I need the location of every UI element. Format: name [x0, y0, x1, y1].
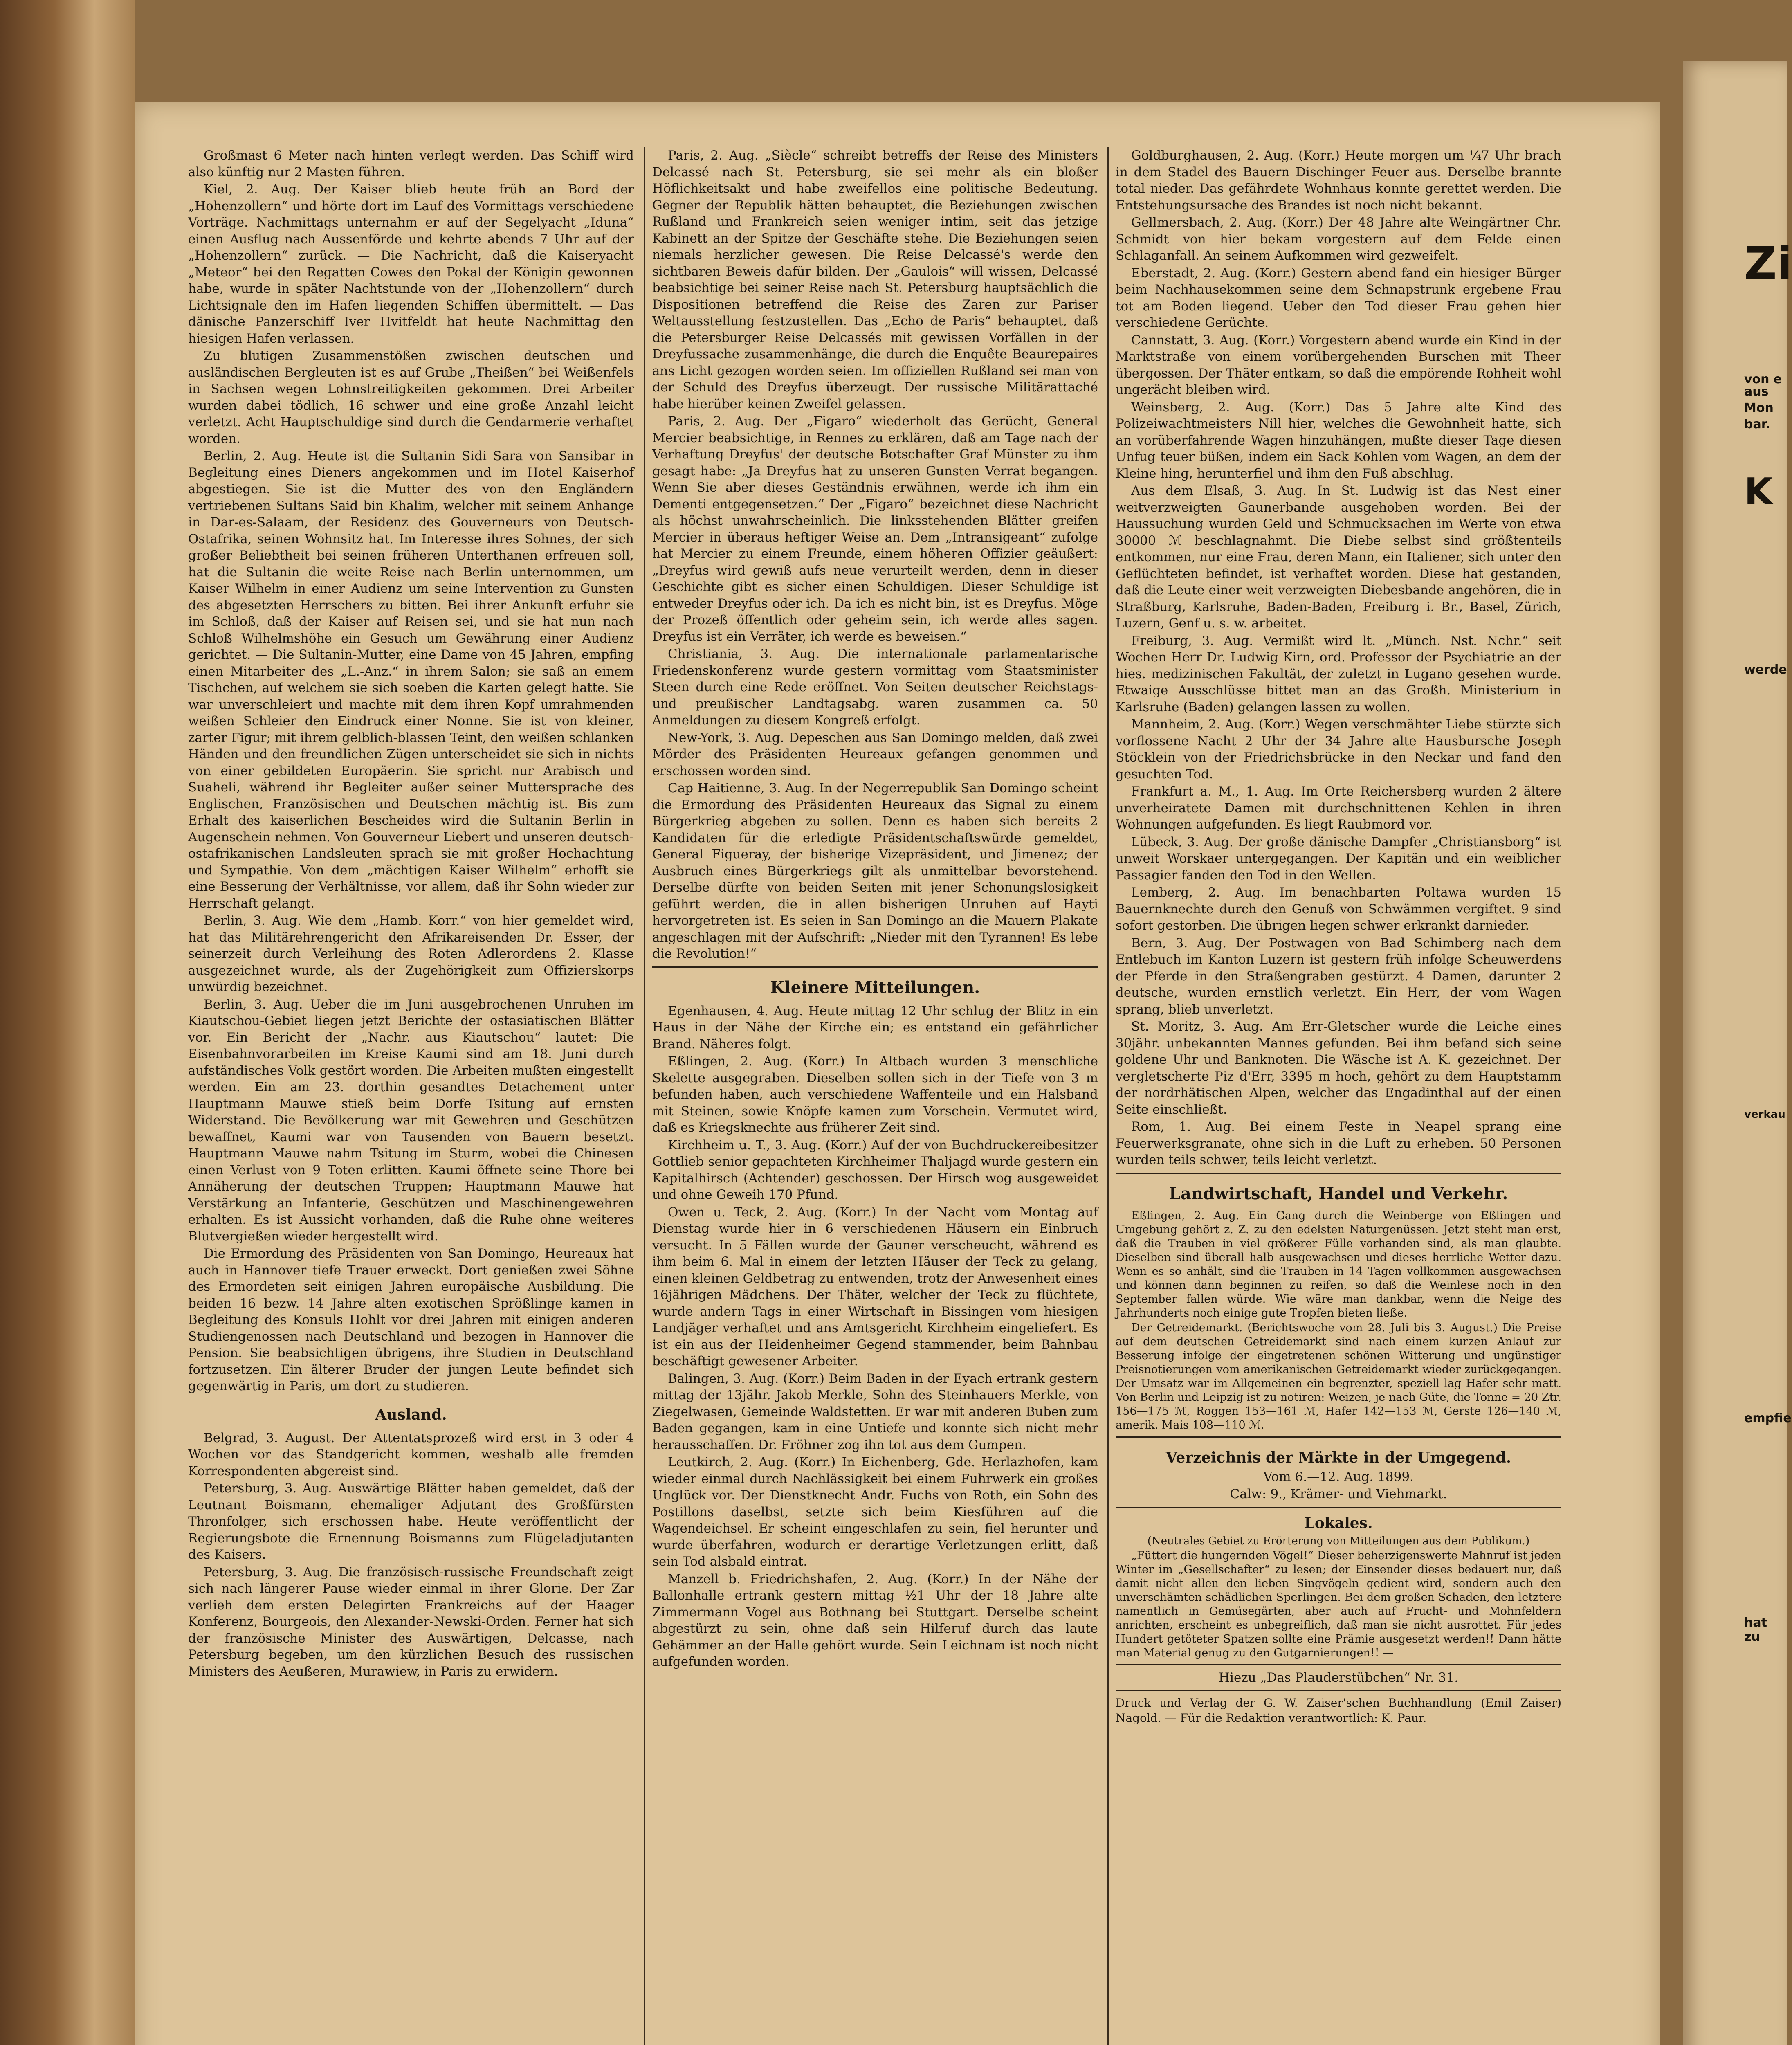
- column-1: [188, 147, 634, 2045]
- maerkte-heading: Verzeichnis der Märkte in der Umgegend.: [1165, 1449, 1511, 1466]
- lokales-subtitle: (Neutrales Gebiet zu Erörterung von Mitteilungen aus dem Publikum.): [1147, 1535, 1530, 1547]
- landwirtschaft-heading: Landwirtschaft, Handel und Verkehr.: [1169, 1184, 1508, 1203]
- section-rule: [1116, 1664, 1561, 1665]
- article-paragraph: Goldburghausen, 2. Aug. (Korr.) Heute morgen um ¼7 Uhr brach in dem Stadel des Bauern Dischinger Feuer aus. Derselbe brannte total nieder. Das gefährdete Wohnhaus konnte gerettet werden. Die Entstehungsursache des Brandes ist noch nicht bekannt.: [1116, 148, 1561, 213]
- next-page-fragment: Zi: [1744, 237, 1792, 290]
- article-paragraph: Kiel, 2. Aug. Der Kaiser blieb heute früh an Bord der „Hohenzollern“ und hörte dort im Lauf des Vormittags verschiedene Vorträge. Nachmittags unternahm er auf der Segelyacht „Iduna“ einen Ausflug nach Aussenförde und kehrte abends 7 Uhr auf der „Hohenzollern“ zurück. — Die Nachricht, daß die Kaiseryacht „Meteor“ bei den Regatten Cowes den Pokal der Königin gewonnen habe, wurde in später Nachtstunde von der „Hohenzollern“ durch Lichtsignale den im Hafen liegenden Schiffen übermittelt. — Das dänische Panzerschiff Iver Hvitfeldt hat heute Nachmittag den hiesigen Hafen verlassen.: [188, 182, 634, 346]
- section-rule: [1116, 1436, 1561, 1438]
- article-paragraph: Zu blutigen Zusammenstößen zwischen deutschen und ausländischen Bergleuten ist es auf Grube „Theißen“ bei Weißenfels in Sachsen wegen Lohnstreitigkeiten gekommen. Drei Arbeiter wurden dabei tödlich, 16 schwer und eine große Anzahl leicht verletzt. Acht Hauptschuldige sind durch die Gendarmerie verhaftet worden.: [188, 348, 634, 446]
- article-paragraph: Aus dem Elsaß, 3. Aug. In St. Ludwig ist das Nest einer weitverzweigten Gaunerbande ausgehoben worden. Bei der Haussuchung wurden Geld und Schmucksachen im Werte von etwa 30000 ℳ beschlagnahmt. Die Diebe selbst sind größtenteils entkommen, nur eine Frau, deren Mann, ein Italiener, sich unter den Geflüchteten befindet, ist verhaftet worden. Diese hat gestanden, daß die Leute einer weit verzweigten Diebesbande angehören, die in Straßburg, Karlsruhe, Baden-Baden, Freiburg i. Br., Basel, Zürich, Luzern, Genf u. s. w. arbeitet.: [1116, 483, 1561, 631]
- next-page-fragment: empfie: [1744, 1411, 1792, 1425]
- article-paragraph: Bern, 3. Aug. Der Postwagen von Bad Schimberg nach dem Entlebuch im Kanton Luzern ist gestern früh infolge Scheuwerdens der Pferde in den Straßengraben gestürzt. 4 Damen, darunter 2 deutsche, wurden ernstlich verletzt. Ein Herr, der vom Wagen sprang, blieb unverletzt.: [1116, 935, 1561, 1017]
- section-rule: [1116, 1690, 1561, 1691]
- section-rule: [1116, 1507, 1561, 1508]
- article-paragraph: Großmast 6 Meter nach hinten verlegt werden. Das Schiff wird also künftig nur 2 Masten führen.: [188, 148, 634, 180]
- article-paragraph: Eberstadt, 2. Aug. (Korr.) Gestern abend fand ein hiesiger Bürger beim Nachhausekommen seine dem Schnapstrunk ergebene Frau tot am Boden liegend. Ueber den Tod dieser Frau gehen hier verschiedene Gerüchte.: [1116, 265, 1561, 330]
- article-paragraph: Die Ermordung des Präsidenten von San Domingo, Heureaux hat auch in Hannover tiefe Trauer erweckt. Dort genießen zwei Söhne des Ermordeten seit einigen Jahren europäische Ausbildung. Die beiden 16 bezw. 14 Jahre alten exotischen Sprößlinge kamen in Begleitung des Konsuls Hohlt vor drei Jahren mit einigen anderen Studiengenossen nach Deutschland und bezogen in Hannover die Pension. Sie beabsichtigen übrigens, ihre Studien in Deutschland fortzusetzen. Ein älterer Bruder der jungen Leute befindet sich gegenwärtig in Paris, um dort zu studieren.: [188, 1246, 634, 1393]
- article-paragraph: New-York, 3. Aug. Depeschen aus San Domingo melden, daß zwei Mörder des Präsidenten Heureaux gefangen genommen und erschossen worden sind.: [652, 730, 1098, 778]
- article-paragraph: Paris, 2. Aug. „Siècle“ schreibt betreffs der Reise des Ministers Delcassé nach St. Petersburg, sie sei mehr als ein bloßer Höflichkeitsakt und habe zweifellos eine politische Bedeutung. Gegner der Republik hätten behauptet, die Beziehungen zwischen Rußland und Frankreich seien weniger intim, seit das jetzige Kabinett an der Spitze der Geschäfte stehe. Die Beziehungen seien niemals herzlicher gewesen. Die Reise Delcassé's werde den sichtbaren Beweis dafür bilden. Der „Gaulois“ will wissen, Delcassé beabsichtige bei seiner Reise nach St. Petersburg hauptsächlich die Dispositionen betreffend die Reise des Zaren zur Pariser Weltausstellung festzustellen. Das „Echo de Paris“ behauptet, daß die Petersburger Reise Delcassés mit gewissen Vorfällen in der Dreyfussache zusammenhänge, die durch die Enquête Beaurepaires ans Licht gezogen worden seien. Im offiziellen Rußland sei man von der Schuld des Dreyfus überzeugt. Der russische Militärattaché habe hierüber keinen Zweifel gelassen.: [652, 148, 1098, 411]
- column-2: [652, 147, 1098, 2045]
- article-paragraph: Berlin, 3. Aug. Wie dem „Hamb. Korr.“ von hier gemeldet wird, hat das Militärehrengericht den Afrikareisenden Dr. Esser, der seinerzeit durch Verleihung des Roten Adlerordens 2. Klasse ausgezeichnet wurde, als der Zugehörigkeit zum Offizierskorps unwürdig bezeichnet.: [188, 913, 634, 994]
- column-3: [1116, 147, 1561, 2045]
- article-paragraph: Leutkirch, 2. Aug. (Korr.) In Eichenberg, Gde. Herlazhofen, kam wieder einmal durch Nachlässigkeit bei einem Fuhrwerk ein großes Unglück vor. Der Dienstknecht Andr. Fuchs von Roth, ein Sohn des Postillons daselbst, setzte sich beim Kiesführen auf die Wagendeichsel. Er scheint eingeschlafen zu sein, fiel herunter und wurde überfahren, wodurch er derartige Verletzungen erlitt, daß sein Tod alsbald eintrat.: [652, 1455, 1098, 1569]
- article-paragraph: Kirchheim u. T., 3. Aug. (Korr.) Auf der von Buchdruckereibesitzer Gottlieb senior gepachteten Kirchheimer Thaljagd wurde gestern ein Kapitalhirsch (Achtender) geschossen. Der Hirsch wog ausgeweidet und ohne Geweih 170 Pfund.: [652, 1137, 1098, 1202]
- next-page-edge: [1683, 61, 1792, 2045]
- article-paragraph: Lübeck, 3. Aug. Der große dänische Dampfer „Christiansborg“ ist unweit Worskaer untergegangen. Der Kapitän und ein weiblicher Passagier fanden den Tod in den Wellen.: [1116, 834, 1561, 883]
- maerkte-calw: Calw: 9., Krämer- und Viehmarkt.: [1230, 1487, 1447, 1501]
- article-paragraph: Petersburg, 3. Aug. Auswärtige Blätter haben gemeldet, daß der Leutnant Boismann, ehemaliger Adjutant des Großfürsten Thronfolger, sich erschossen habe. Heute veröffentlicht der Regierungsbote die Ernennung Boismanns zum Flügeladjutanten des Kaisers.: [188, 1481, 634, 1562]
- maerkte-dates: Vom 6.—12. Aug. 1899.: [1263, 1469, 1414, 1484]
- article-paragraph: Berlin, 3. Aug. Ueber die im Juni ausgebrochenen Unruhen im Kiautschou-Gebiet liegen jetzt Berichte der ostasiatischen Blätter vor. Ein Bericht der „Nachr. aus Kiautschou“ lautet: Die Eisenbahnvorarbeiten im Kreise Kaumi sind am 18. Juni durch aufständisches Volk gestört worden. Die Arbeiten mußten eingestellt werden. Ein am 23. dorthin gesandtes Detachement unter Hauptmann Mauwe stieß beim Dorfe Tsitung auf ernsten Widerstand. Die Bevölkerung war mit Gewehren und Geschützen bewaffnet, Kaumi war von Tausenden von Bauern besetzt. Hauptmann Mauwe nahm Tsitung im Sturm, wobei die Chinesen einen Verlust von 9 Toten erlitten. Kaumi öffnete seine Thore bei Annäherung der deutschen Truppen; Hauptmann Mauwe hat Verstärkung an Infanterie, Geschützen und Maschinengewehren erhalten. Es ist Aussicht vorhanden, daß die Ruhe ohne weiteres Blutvergießen wieder hergestellt wird.: [188, 997, 634, 1244]
- next-page-fragment: von e: [1744, 372, 1782, 387]
- book-binding: [0, 0, 135, 2045]
- article-paragraph: Eßlingen, 2. Aug. Ein Gang durch die Weinberge von Eßlingen und Umgebung gehört z. Z. zu den edelsten Naturgenüssen. Jetzt steht man erst, daß die Trauben in viel größerer Fülle vorhanden sind, als man glaubte. Dieselben sind überall halb ausgewachsen und dieses herrliche Wetter dazu. Wenn es so anhält, sind die Trauben in 14 Tagen vollkommen ausgewachsen und können dann beginnen zu reifen, so daß die Weinlese noch in den September fallen würde. Wie wäre man dankbar, wenn die Neige des Jahrhunderts noch einige gute Tropfen bieten ließe.: [1116, 1209, 1561, 1319]
- column-2-articles: [652, 147, 1098, 962]
- article-paragraph: Owen u. Teck, 2. Aug. (Korr.) In der Nacht vom Montag auf Dienstag wurde hier in 6 verschiedenen Häusern ein Einbruch versucht. In 5 Fällen wurde der Gauner verscheucht, während es ihm beim 6. Mal in einem der letzten Häuser der Teck zu gelang, einen kleinen Geldbetrag zu entwenden, trotz der Anwesenheit eines 16jährigen Mädchens. Der Thäter, welcher der Teck zu flüchtete, wurde andern Tags in einer Wirtschaft in Bissingen vom hiesigen Landjäger verhaftet und ans Amtsgericht Kirchheim eingeliefert. Es ist ein aus der Heidenheimer Gegend stammender, beim Bahnbau beschäftigt gewesener Arbeiter.: [652, 1205, 1098, 1369]
- lokales-heading: Lokales.: [1304, 1514, 1373, 1532]
- ausland-heading: Ausland.: [375, 1406, 447, 1423]
- article-paragraph: Egenhausen, 4. Aug. Heute mittag 12 Uhr schlug der Blitz in ein Haus in der Nähe der Kirche ein; es entstand ein gefährlicher Brand. Näheres folgt.: [652, 1003, 1098, 1052]
- section-rule: [1116, 1173, 1561, 1174]
- next-page-fragment: hat zu: [1744, 1616, 1767, 1644]
- article-paragraph: Belgrad, 3. August. Der Attentatsprozeß wird erst in 3 oder 4 Wochen vor das Standgericht kommen, weshalb alle fremden Korrespondenten abgereist sind.: [188, 1430, 634, 1479]
- lokales-text: „Füttert die hungernden Vögel!“ Dieser beherzigenswerte Mahnruf ist jeden Winter im „Gesellschafter“ zu lesen; der Einsender dieses bedauert nur, daß damit nicht allen den lieben Singvögeln gedient wird, sondern auch den unverschämten schädlichen Sperlingen. Bei dem großen Schaden, den letztere namentlich in Gemüsegärten, aber auch auf Frucht- und Mohnfeldern anrichten, erscheint es unbegreiflich, daß man sie nicht ausrottet. Für jedes Hundert getöteter Spatzen sollte eine Prämie ausgesetzt werden!! Dann hätte man Material genug zu den Gutgarnierungen!! —: [1116, 1549, 1561, 1659]
- column-3-articles: [1116, 147, 1561, 1169]
- article-paragraph: Eßlingen, 2. Aug. (Korr.) In Altbach wurden 3 menschliche Skelette ausgegraben. Dieselben sollen sich in der Tiefe von 3 m befunden haben, auch verschiedene Waffenteile und ein Halsband mit Steinen, sowie Knöpfe kamen zum Vorschein. Vermutet wird, daß es Kriegsknechte aus früherer Zeit sind.: [652, 1054, 1098, 1135]
- article-paragraph: Gellmersbach, 2. Aug. (Korr.) Der 48 Jahre alte Weingärtner Chr. Schmidt von hier bekam vorgestern auf dem Felde einen Schlaganfall. An seinem Aufkommen wird gezweifelt.: [1116, 215, 1561, 263]
- next-page-fragment: Mon: [1744, 401, 1774, 415]
- article-paragraph: St. Moritz, 3. Aug. Am Err-Gletscher wurde die Leiche eines 30jähr. unbekannten Mannes gefunden. Bei ihm befand sich seine goldene Uhr und Banknoten. Die Wäsche ist A. K. gezeichnet. Der vergletscherte Piz d'Err, 3395 m hoch, gehört zu dem Hauptstamm der nordrhätischen Alpen, welcher das Engadinthal auf der einen Seite einschließt.: [1116, 1019, 1561, 1117]
- article-paragraph: Paris, 2. Aug. Der „Figaro“ wiederholt das Gerücht, General Mercier beabsichtige, in Rennes zu erklären, daß am Tage nach der Verhaftung Dreyfus' der deutsche Botschafter Graf Münster zu ihm gesagt habe: „Ja Dreyfus hat zu unseren Gunsten Verrat begangen. Wenn Sie aber dieses Geständnis erwähnen, werde ich ihm ein Dementi entgegensetzen.“ Der „Figaro“ bezeichnet diese Nachricht als höchst unwahrscheinlich. Die linksstehenden Blätter greifen Mercier in überaus heftiger Weise an. Dem „Intransigeant“ zufolge hat Mercier zu einem Freunde, einem höheren Offizier geäußert: „Dreyfus wird gewiß aufs neue verurteilt werden, denn in dieser Geschichte gibt es sicher einen Schuldigen. Dieser Schuldige ist entweder Dreyfus oder ich. Da ich es nicht bin, ist es Dreyfus. Möge der Prozeß öffentlich oder geheim sein, ich werde alles sagen. Dreyfus ist ein Verräter, ich werde es beweisen.“: [652, 414, 1098, 644]
- landwirtschaft-articles: [1116, 1209, 1561, 1432]
- article-paragraph: Balingen, 3. Aug. (Korr.) Beim Baden in der Eyach ertrank gestern mittag der 13jähr. Jakob Merkle, Sohn des Steinhauers Merkle, von Ziegelwasen, Gemeinde Waldstetten. Er war mit anderen Buben zum Baden gegangen, kam in eine Untiefe und konnte sich nicht mehr herausschaffen. Dr. Fröhner zog ihn tot aus dem Gumpen.: [652, 1371, 1098, 1452]
- section-rule: [652, 966, 1098, 968]
- ausland-articles: [188, 1430, 634, 1680]
- newspaper-page: [135, 102, 1660, 2045]
- column-divider-1: [644, 147, 645, 2045]
- next-page-fragment: bar.: [1744, 417, 1770, 431]
- article-paragraph: Christiania, 3. Aug. Die internationale parlamentarische Friedenskonferenz wurde gestern vormittag vom Staatsminister Steen durch eine Rede eröffnet. Von Seiten deutscher Reichstags- und preußischer Landtagsabg. waren zusammen ca. 50 Anmeldungen zu diesem Kongreß erfolgt.: [652, 647, 1098, 728]
- column-divider-2: [1107, 147, 1109, 2045]
- article-paragraph: Rom, 1. Aug. Bei einem Feste in Neapel sprang eine Feuerwerksgranate, ohne sich in die Luft zu erheben. 50 Personen wurden teils schwer, teils leicht verletzt.: [1116, 1119, 1561, 1167]
- article-paragraph: Mannheim, 2. Aug. (Korr.) Wegen verschmähter Liebe stürzte sich vorflossene Nacht 2 Uhr der 34 Jahre alte Hausbursche Joseph Stöcklein von der Friedrichsbrücke in den Neckar und fand den gesuchten Tod.: [1116, 717, 1561, 782]
- next-page-fragment: verkau: [1744, 1108, 1785, 1121]
- article-paragraph: Cap Haitienne, 3. Aug. In der Negerrepublik San Domingo scheint die Ermordung des Präsidenten Heureaux das Signal zu einem Bürgerkrieg abgeben zu sollen. Denn es haben sich bereits 2 Kandidaten für die erledigte Präsidentschaftswürde gemeldet, General Figueray, der bisherige Vizepräsident, und Jimenez; der Ausbruch eines Bürgerkriegs gilt als unmittelbar bevorstehend. Derselbe dürfte von beiden Seiten mit jener Schonungslosigkeit geführt werden, die in allen bisherigen Unruhen auf Hayti hervorgetreten ist. Es seien in San Domingo an die Mauern Plakate angeschlagen mit der Aufschrift: „Nieder mit den Tyrannen! Es lebe die Revolution!“: [652, 781, 1098, 961]
- next-page-fragment: K: [1744, 470, 1773, 513]
- kleinere-mitteilungen-articles: [652, 1003, 1098, 1670]
- article-paragraph: Manzell b. Friedrichshafen, 2. Aug. (Korr.) In der Nähe der Ballonhalle ertrank gestern mittag ½1 Uhr der 18 Jahre alte Zimmermann Vogel aus Bothnang bei Stuttgart. Derselbe scheint abgestürzt zu sein, ohne daß sein Hilferuf durch das laute Gehämmer an der Halle gehört wurde. Sein Leichnam ist noch nicht aufgefunden worden.: [652, 1571, 1098, 1669]
- article-paragraph: Cannstatt, 3. Aug. (Korr.) Vorgestern abend wurde ein Kind in der Marktstraße von einem vorübergehenden Burschen mit Theer übergossen. Der Thäter entkam, so daß die empörende Rohheit wohl ungerächt bleiben wird.: [1116, 333, 1561, 397]
- article-paragraph: Petersburg, 3. Aug. Die französisch-russische Freundschaft zeigt sich nach längerer Pause wieder einmal in ihrer Glorie. Der Zar verlieh dem ersten Delegirten Frankreichs auf der Haager Konferenz, Bourgeois, den Alexander-Newski-Orden. Ferner hat sich der französische Minister des Auswärtigen, Delcasse, nach Petersburg begeben, um den kürzlichen Besuch des russischen Ministers des Aeußeren, Murawiew, in Paris zu erwidern.: [188, 1564, 634, 1679]
- article-paragraph: Lemberg, 2. Aug. Im benachbarten Poltawa wurden 15 Bauernknechte durch den Genuß von Schwämmen vergiftet. 9 sind sofort gestorben. Die übrigen liegen schwer erkrankt darnieder.: [1116, 885, 1561, 933]
- article-paragraph: Der Getreidemarkt. (Berichtswoche vom 28. Juli bis 3. August.) Die Preise auf dem deutschen Getreidemarkt sind nach einem kurzen Anlauf zur Besserung infolge der eingetretenen schönen Witterung und ungünstiger Preisnotierungen vom amerikanischen Getreidemarkt wieder zurückgegangen. Der Umsatz war im Allgemeinen ein begrenzter, speziell lag Hafer sehr matt. Von Berlin und Leipzig ist zu notiren: Weizen, je nach Güte, die Tonne = 20 Ztr. 156—175 ℳ, Roggen 153—161 ℳ, Hafer 142—153 ℳ, Gerste 126—140 ℳ, amerik. Mais 108—110 ℳ.: [1116, 1321, 1561, 1432]
- next-page-fragment: werde: [1744, 663, 1787, 677]
- imprint: Druck und Verlag der G. W. Zaiser'schen Buchhandlung (Emil Zaiser) Nagold. — Für die Redaktion verantwortlich: K. Paur.: [1116, 1696, 1561, 1725]
- next-page-fragment: aus: [1744, 384, 1769, 399]
- article-paragraph: Frankfurt a. M., 1. Aug. Im Orte Reichersberg wurden 2 ältere unverheiratete Damen mit durchschnittenen Kehlen in ihren Wohnungen aufgefunden. Es liegt Raubmord vor.: [1116, 784, 1561, 832]
- column-1-articles: [188, 147, 634, 1395]
- beilage-line: Hiezu „Das Plauderstübchen“ Nr. 31.: [1219, 1670, 1458, 1685]
- article-paragraph: Weinsberg, 2. Aug. (Korr.) Das 5 Jahre alte Kind des Polizeiwachtmeisters Nill hier, welches die Gewohnheit hatte, sich an vorüberfahrende Wagen hinzuhängen, mußte dieser Tage diesen Unfug teuer büßen, indem ein Sack Kohlen vom Wagen, an dem der Kleine hing, herunterfiel und ihm den Fuß abschlug.: [1116, 400, 1561, 481]
- article-paragraph: Freiburg, 3. Aug. Vermißt wird lt. „Münch. Nst. Nchr.“ seit Wochen Herr Dr. Ludwig Kirn, ord. Professor der Psychiatrie an der hies. medizinischen Fakultät, der zuletzt in Lugano gesehen wurde. Etwaige Ausschlüsse bittet man an das Großh. Ministerium in Karlsruhe (Baden) gelangen lassen zu wollen.: [1116, 633, 1561, 715]
- article-paragraph: Berlin, 2. Aug. Heute ist die Sultanin Sidi Sara von Sansibar in Begleitung eines Dieners angekommen und im Hotel Kaiserhof abgestiegen. Sie ist die Mutter des von den Engländern vertriebenen Sultans Said bin Khalim, welcher mit seinem Anhange in Dar-es-Salaam, der Residenz des Gouverneurs von Deutsch-Ostafrika, seinen Wohnsitz hat. Im Interesse ihres Sohnes, der sich großer Beliebtheit bei seinen früheren Unterthanen erfreuen soll, hat die Sultanin die weite Reise nach Berlin unternommen, um Kaiser Wilhelm in einer Audienz um seine Intervention zu Gunsten des abgesetzten Herrschers zu bitten. Bei ihrer Ankunft erfuhr sie im Schloß, daß der Kaiser auf Reisen sei, und sie hat nun nach Schloß Wilhelmshöhe ein Gesuch um Gewährung einer Audienz gerichtet. — Die Sultanin-Mutter, eine Dame von 45 Jahren, empfing einen Mitarbeiter des „L.-Anz.“ in ihrem Salon; sie saß an einem Tischchen, auf welchem sie sich soeben die Karten gelegt hatte. Sie war unverschleiert und machte mit dem ihren Kopf umrahmenden weißen Schleier den Eindruck einer Nonne. Sie ist von kleiner, zarter Figur; mit ihrem gelblich-blassen Teint, den weißen schlanken Händen und den freundlichen Zügen unterscheidet sie sich in nichts von einer gebildeten Europäerin. Sie spricht nur Arabisch und Suaheli, während ihr Begleiter außer seiner Muttersprache des Englischen, Französischen und Deutschen mächtig ist. Bis zum Erhalt des kaiserlichen Bescheides wird die Sultanin Berlin in Augenschein nehmen. Von Gouverneur Liebert und unseren deutsch-ostafrikanischen Landsleuten sprach sie mit großer Hochachtung und Sympathie. Von dem „mächtigen Kaiser Wilhelm“ erhofft sie eine Besserung der Verhältnisse, vor allem, daß ihr Sohn wieder zur Herrschaft gelangt.: [188, 449, 634, 911]
- kleinere-mitteilungen-heading: Kleinere Mitteilungen.: [770, 978, 980, 997]
